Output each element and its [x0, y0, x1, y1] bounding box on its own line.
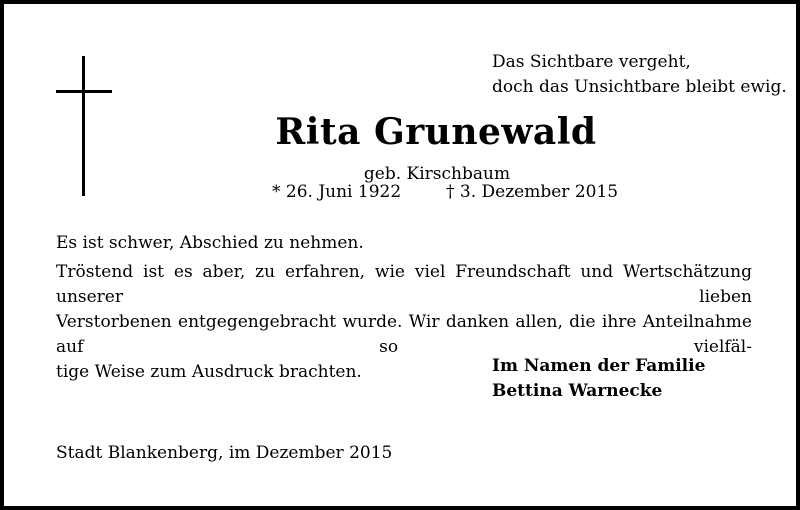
message-body-line-1: Tröstend ist es aber, zu erfahren, wie viel Freundschaft und Wertschätzung unserer lieben: [56, 262, 752, 307]
death-date: † 3. Dezember 2015: [446, 182, 619, 202]
birth-date: * 26. Juni 1922: [272, 182, 402, 202]
signature-line-1: Im Namen der Familie: [492, 356, 706, 376]
deceased-name: Rita Grunewald: [275, 111, 597, 153]
motto-line-2: doch das Unsichtbare bleibt ewig.: [492, 77, 787, 97]
message-intro: Es ist schwer, Abschied zu nehmen.: [56, 233, 364, 253]
cross-horizontal-bar: [56, 90, 112, 93]
message-body-line-2: Verstorbenen entgegengebracht wurde. Wir danken allen, die ihre Anteilnahme auf so vielfäl-: [56, 312, 752, 357]
motto-line-1: Das Sichtbare vergeht,: [492, 52, 691, 72]
signature: [492, 354, 705, 404]
place-and-date: Stadt Blankenberg, im Dezember 2015: [56, 443, 393, 463]
message-body-line-3: tige Weise zum Ausdruck brachten.: [56, 362, 362, 382]
maiden-name: geb. Kirschbaum: [363, 164, 511, 184]
signature-line-2: Bettina Warnecke: [492, 381, 663, 401]
motto: [492, 50, 787, 100]
